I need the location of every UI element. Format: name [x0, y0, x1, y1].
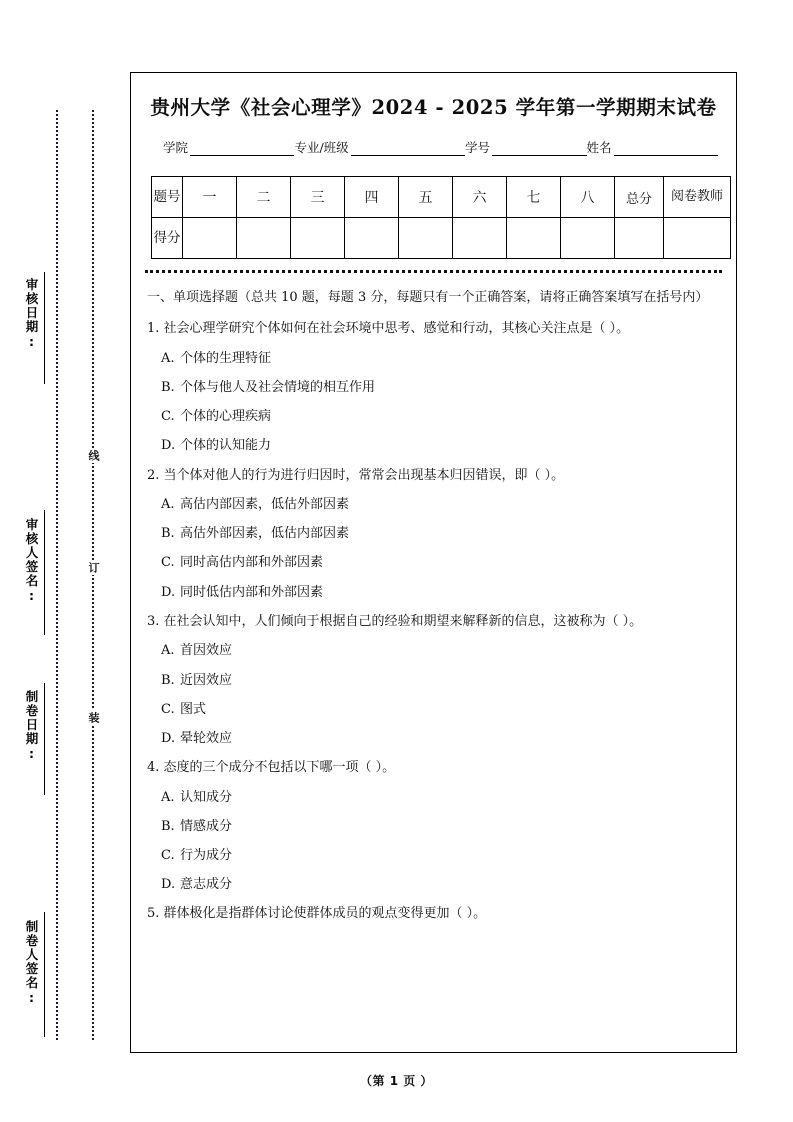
field-label-name: 姓名 — [586, 140, 612, 155]
score-cell-4[interactable] — [345, 218, 399, 259]
row-header-score: 得分 — [152, 218, 183, 259]
question-3-number: 3. — [147, 613, 160, 629]
page-title: 贵州大学《社会心理学》2024 - 2025 学年第一学期期末试卷 — [150, 96, 717, 119]
page-footer: （第 1 页 ） — [360, 1074, 433, 1088]
option-text: 同时高估内部和外部因素 — [180, 555, 324, 571]
score-table-wrapper — [151, 176, 723, 259]
field-input-name[interactable] — [614, 142, 718, 156]
score-col-3: 三 — [291, 177, 345, 218]
option-text: 图式 — [180, 701, 207, 717]
score-col-5: 五 — [399, 177, 453, 218]
option-text: 个体的认知能力 — [180, 438, 272, 454]
option-text: 个体的心理疾病 — [180, 409, 272, 425]
seal-label-line: 线 — [87, 450, 100, 461]
question-3-option-c[interactable] — [161, 701, 722, 719]
question-2 — [147, 466, 722, 486]
exam-sheet — [130, 72, 737, 1053]
review-date-rule — [44, 272, 45, 384]
option-letter: A. — [161, 497, 175, 513]
question-1 — [147, 319, 722, 339]
section-heading: 一、单项选择题（总共 10 题，每题 3 分，每题只有一个正确答案，请将正确答案填写在括号内） — [147, 290, 709, 305]
option-text: 高估内部因素，低估外部因素 — [180, 497, 350, 513]
option-text: 意志成分 — [180, 877, 233, 893]
question-2-number: 2. — [147, 467, 160, 483]
score-col-8: 八 — [561, 177, 615, 218]
option-letter: C. — [161, 847, 175, 863]
score-cell-5[interactable] — [399, 218, 453, 259]
option-text: 情感成分 — [180, 818, 233, 834]
seal-dashed-line — [92, 110, 94, 1040]
field-label-college: 学院 — [163, 140, 189, 155]
table-row-question-numbers — [152, 177, 731, 218]
review-signature-rule — [44, 510, 45, 635]
option-letter: C. — [161, 555, 175, 571]
option-text: 近因效应 — [180, 672, 233, 688]
option-text: 行为成分 — [180, 847, 233, 863]
question-4-option-c[interactable] — [161, 847, 722, 865]
option-letter: D. — [161, 438, 176, 454]
question-1-option-d[interactable] — [161, 437, 722, 455]
score-cell-3[interactable] — [291, 218, 345, 259]
score-cell-8[interactable] — [561, 218, 615, 259]
seal-label-bind: 订 — [87, 562, 100, 573]
option-letter: B. — [161, 672, 175, 688]
score-col-total: 总分 — [615, 177, 664, 218]
question-3-option-b[interactable] — [161, 672, 722, 690]
score-col-2: 二 — [237, 177, 291, 218]
question-4-text: 态度的三个成分不包括以下哪一项（ ）。 — [163, 760, 396, 776]
option-letter: C. — [161, 409, 175, 425]
question-1-text: 社会心理学研究个体如何在社会环境中思考、感觉和行动，其核心关注点是（ ）。 — [163, 321, 630, 337]
question-1-option-b[interactable] — [161, 379, 722, 397]
field-input-college[interactable] — [190, 142, 294, 156]
field-label-major-class: 专业/班级 — [294, 140, 349, 155]
question-2-option-b[interactable] — [161, 525, 722, 543]
question-body — [147, 287, 722, 924]
question-5 — [147, 904, 722, 924]
question-3-option-d[interactable] — [161, 730, 722, 748]
question-3-text: 在社会认知中，人们倾向于根据自己的经验和期望来解释新的信息，这被称为（ ）。 — [163, 613, 643, 629]
score-col-6: 六 — [453, 177, 507, 218]
section-divider — [145, 270, 722, 273]
review-date-label: 审核日期: — [24, 278, 39, 351]
question-5-text: 群体极化是指群体讨论使群体成员的观点变得更加（ ）。 — [163, 906, 487, 922]
option-letter: B. — [161, 818, 175, 834]
option-letter: A. — [161, 789, 175, 805]
question-2-option-a[interactable] — [161, 496, 722, 514]
score-cell-6[interactable] — [453, 218, 507, 259]
option-text: 首因效应 — [180, 643, 233, 659]
score-cell-total[interactable] — [615, 218, 664, 259]
score-cell-1[interactable] — [183, 218, 237, 259]
question-4-option-d[interactable] — [161, 876, 722, 894]
made-date-rule — [44, 683, 45, 795]
question-2-option-c[interactable] — [161, 554, 722, 572]
option-letter: B. — [161, 526, 175, 542]
score-col-marker: 阅卷教师 — [664, 177, 731, 218]
option-text: 同时低估内部和外部因素 — [180, 584, 324, 600]
field-input-student-id[interactable] — [492, 142, 586, 156]
question-2-option-d[interactable] — [161, 584, 722, 602]
score-cell-marker[interactable] — [664, 218, 731, 259]
field-label-student-id: 学号 — [465, 140, 491, 155]
made-signature-label: 制卷人签名: — [24, 920, 39, 1007]
score-col-1: 一 — [183, 177, 237, 218]
made-signature-rule — [44, 912, 45, 1037]
outer-dashed-line — [56, 110, 58, 1040]
option-text: 个体与他人及社会情境的相互作用 — [180, 380, 376, 396]
option-letter: C. — [161, 701, 175, 717]
question-5-number: 5. — [147, 906, 160, 922]
question-4-number: 4. — [147, 760, 160, 776]
question-2-text: 当个体对他人的行为进行归因时，常常会出现基本归因错误，即（ ）。 — [163, 467, 565, 483]
score-col-7: 七 — [507, 177, 561, 218]
score-table — [151, 176, 731, 259]
made-date-label: 制卷日期: — [24, 690, 39, 763]
option-letter: A. — [161, 643, 175, 659]
question-4-option-b[interactable] — [161, 818, 722, 836]
score-cell-7[interactable] — [507, 218, 561, 259]
option-letter: A. — [161, 350, 175, 366]
score-col-4: 四 — [345, 177, 399, 218]
field-input-major-class[interactable] — [351, 142, 465, 156]
option-text: 晕轮效应 — [180, 730, 233, 746]
option-letter: D. — [161, 730, 176, 746]
question-1-option-c[interactable] — [161, 408, 722, 426]
option-text: 认知成分 — [180, 789, 233, 805]
review-signature-label: 审核人签名: — [24, 518, 39, 605]
question-4-option-a[interactable] — [161, 789, 722, 807]
option-text: 高估外部因素，低估内部因素 — [180, 526, 350, 542]
student-info-line — [163, 138, 718, 156]
question-1-number: 1. — [147, 321, 160, 337]
option-letter: D. — [161, 877, 176, 893]
left-margin-annotations — [0, 0, 130, 1122]
question-3-option-a[interactable] — [161, 642, 722, 660]
option-letter: B. — [161, 380, 175, 396]
option-text: 个体的生理特征 — [180, 350, 272, 366]
option-letter: D. — [161, 584, 176, 600]
question-1-option-a[interactable] — [161, 350, 722, 368]
score-cell-2[interactable] — [237, 218, 291, 259]
seal-label-pack: 装 — [87, 712, 100, 723]
question-3 — [147, 612, 722, 632]
table-row-scores — [152, 218, 731, 259]
row-header-question-no: 题号 — [152, 177, 183, 218]
question-4 — [147, 758, 722, 778]
